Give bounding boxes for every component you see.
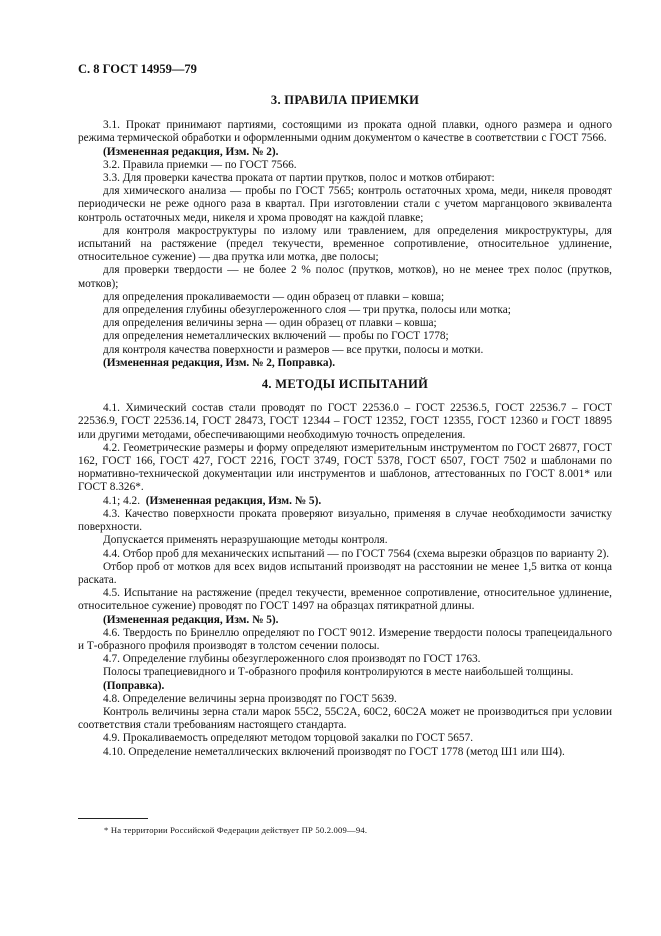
paragraph-4-7: 4.7. Определение глубины обезуглероженного слоя производят по ГОСТ 1763. [103, 653, 481, 666]
list-item: для определения глубины обезуглероженного слоя — три прутка, полосы или мотка; [103, 304, 511, 317]
amendment-note: (Измененная редакция, Изм. № 2, Поправка). [103, 356, 336, 369]
paragraph-3-1: 3.1. Прокат принимают партиями, состоящими из проката одной плавки, одного размера и одного режима термической обработки и оформленными одним документом о качестве в соответствии с ГОСТ 7566. [78, 119, 612, 145]
section-3-title: 3. ПРАВИЛА ПРИЕМКИ [270, 93, 420, 107]
list-item: для контроля макроструктуры по излому или травлением, для определения микроструктуры, для испытаний на растяжение (предел текучести, временное сопротивление, относительное удлинение, относительное сужение) — два прутка или мотка, две полосы; [78, 224, 612, 264]
paragraph: Полосы трапециевидного и Т-образного профиля контролируются в месте наибольшей толщины. [103, 666, 574, 679]
amendment-note: (Измененная редакция, Изм. № 5). [145, 494, 322, 507]
paragraph: Допускается применять неразрушающие методы контроля. [103, 534, 388, 547]
list-item: для определения прокаливаемости — один образец от плавки – ковша; [103, 290, 445, 303]
amendment-note: (Измененная редакция, Изм. № 2). [103, 145, 279, 158]
list-item: для определения неметаллических включений — пробы по ГОСТ 1778; [103, 330, 449, 343]
paragraph-4-6: 4.6. Твердость по Бринеллю определяют по ГОСТ 9012. Измерение твердости полосы трапецеидального и Т-образного профиля производят в толстом сечении полосы. [78, 626, 612, 652]
list-item: для проверки твердости — не более 2 % полос (прутков, мотков), но не менее трех полос (прутков, мотков); [78, 264, 612, 290]
paragraph-3-3: 3.3. Для проверки качества проката от партии прутков, полос и мотков отбирают: [103, 172, 495, 185]
paragraph: Контроль величины зерна стали марок 55С2, 55С2А, 60С2, 60С2А может не производиться при условии соответствия стали требованиям настоящего стандарта. [78, 705, 612, 732]
paragraph-4-9: 4.9. Прокаливаемость определяют методом торцовой закалки по ГОСТ 5657. [103, 732, 474, 745]
paragraph-4-3: 4.3. Качество поверхности проката проверяют визуально, применяя в случае необходимости зачистку поверхности. [78, 507, 612, 534]
footnote-divider [78, 818, 148, 819]
paragraph-4-10: 4.10. Определение неметаллических включений производят по ГОСТ 1778 (метод Ш1 или Ш4). [103, 745, 565, 758]
paragraph-4-4: 4.4. Отбор проб для механических испытаний — по ГОСТ 7564 (схема вырезки образцов по варианту 2). [103, 547, 610, 560]
section-4-title: 4. МЕТОДЫ ИСПЫТАНИЙ [261, 377, 429, 392]
paragraph-3-2: 3.2. Правила приемки — по ГОСТ 7566. [103, 158, 297, 171]
page-content [78, 94, 612, 759]
paragraph-4-8: 4.8. Определение величины зерна производят по ГОСТ 5639. [103, 692, 397, 705]
page-header: С. 8 ГОСТ 14959—79 [78, 62, 197, 76]
list-item: для контроля качества поверхности и размеров — все прутки, полосы и мотки. [103, 343, 484, 356]
footnote: * На территории Российской Федерации действует ПР 50.2.009—94. [104, 825, 368, 835]
paragraph: Отбор проб от мотков для всех видов испытаний производят на расстоянии не менее 1,5 витка от конца раската. [78, 560, 612, 586]
amendment-line [78, 495, 612, 508]
paragraph-4-2: 4.2. Геометрические размеры и форму определяют измерительным инструментом по ГОСТ 26877, ГОСТ 162, ГОСТ 166, ГОСТ 427, ГОСТ 2216, ГОСТ 3749, ГОСТ 5378, ГОСТ 6507, ГОСТ 7502 и шаблонами по нормативно-технической документации или инструментов и шаблонов, аттестованных по ГОСТ 8.001* или ГОСТ 8.326*. [78, 441, 612, 494]
clause-ref: 4.1; 4.2. [103, 494, 141, 507]
paragraph-4-5: 4.5. Испытание на растяжение (предел текучести, временное сопротивление, относительное удлинение, относительное сужение) проводят по ГОСТ 1497 на образцах пятикратной длины. [78, 587, 612, 613]
amendment-note: (Измененная редакция, Изм. № 5). [103, 613, 279, 626]
list-item: для определения величины зерна — один образец от плавки – ковша; [103, 317, 437, 330]
amendment-note: (Поправка). [103, 679, 165, 692]
paragraph-4-1: 4.1. Химический состав стали проводят по ГОСТ 22536.0 – ГОСТ 22536.5, ГОСТ 22536.7 – ГОСТ 22536.9, ГОСТ 22536.14, ГОСТ 28473, ГОСТ 12344 – ГОСТ 12352, ГОСТ 12355, ГОСТ 12360 и ГОСТ 18895 или другими методами, обеспечивающими необходимую точность определения. [78, 402, 612, 441]
list-item: для химического анализа — пробы по ГОСТ 7565; контроль остаточных хрома, меди, никеля проводят периодически не реже одного раза в квартал. При изготовлении стали с учетом марганцового эквивалента контроль остаточных меди, никеля и хрома проводят на каждой плавке; [78, 185, 612, 224]
